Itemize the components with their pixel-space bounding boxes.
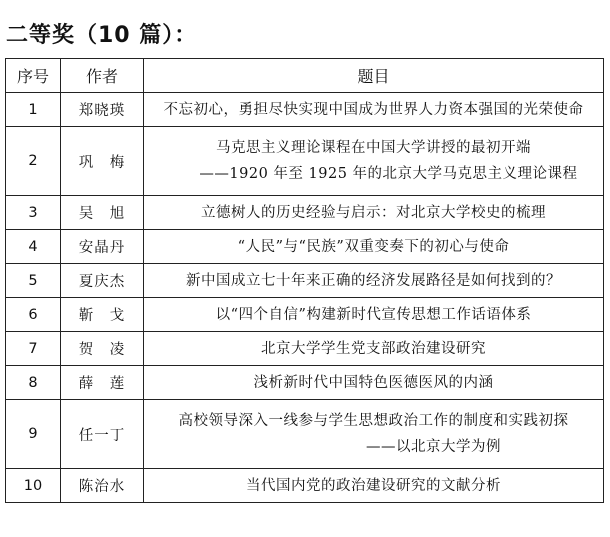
row-title — [144, 332, 604, 366]
row-index: 2 — [6, 127, 61, 196]
table-row — [6, 230, 604, 264]
row-title — [144, 400, 604, 469]
row-index: 10 — [6, 469, 61, 503]
row-author: 夏庆杰 — [61, 264, 144, 298]
row-title — [144, 93, 604, 127]
header-title: 题目 — [144, 59, 604, 93]
row-title-line: 高校领导深入一线参与学生思想政治工作的制度和实践初探 — [178, 413, 569, 429]
row-title-line: 立德树人的历史经验与启示：对北京大学校史的梳理 — [201, 204, 546, 221]
row-index: 7 — [6, 332, 61, 366]
row-title — [144, 127, 604, 196]
row-title — [144, 230, 604, 264]
row-index: 5 — [6, 264, 61, 298]
row-title-line: 浅析新时代中国特色医德医风的内涵 — [253, 374, 494, 391]
table-row — [6, 400, 604, 469]
row-author: 吴 旭 — [61, 196, 144, 230]
row-title — [144, 196, 604, 230]
row-subtitle-line: ——1920 年至 1925 年的北京大学马克思主义理论课程 — [199, 166, 578, 182]
row-author: 陈治水 — [61, 469, 144, 503]
row-title — [144, 264, 604, 298]
row-index: 9 — [6, 400, 61, 469]
row-author: 安晶丹 — [61, 230, 144, 264]
row-title-line: 北京大学学生党支部政治建设研究 — [261, 340, 486, 357]
table-row — [6, 469, 604, 503]
row-title — [144, 366, 604, 400]
table-row — [6, 93, 604, 127]
row-index: 1 — [6, 93, 61, 127]
table-row — [6, 264, 604, 298]
section-heading: 二等奖（10 篇）： — [6, 23, 198, 48]
table-row — [6, 332, 604, 366]
table-row — [6, 298, 604, 332]
row-title-line: 当代国内党的政治建设研究的文献分析 — [246, 477, 501, 494]
row-author: 郑晓瑛 — [61, 93, 144, 127]
row-author: 薛 莲 — [61, 366, 144, 400]
row-title — [144, 298, 604, 332]
row-index: 6 — [6, 298, 61, 332]
row-author: 巩 梅 — [61, 127, 144, 196]
row-index: 3 — [6, 196, 61, 230]
table-row — [6, 196, 604, 230]
row-title-line: “人民”与“民族”双重变奏下的初心与使命 — [237, 238, 510, 255]
row-title-line: 以“四个自信”构建新时代宣传思想工作话语体系 — [215, 306, 532, 323]
row-index: 8 — [6, 366, 61, 400]
table-row — [6, 127, 604, 196]
row-author: 贺 凌 — [61, 332, 144, 366]
row-subtitle-line: ——以北京大学为例 — [366, 439, 501, 455]
row-title-line: 马克思主义理论课程在中国大学讲授的最初开端 — [216, 140, 531, 156]
row-title — [144, 469, 604, 503]
row-author: 任一丁 — [61, 400, 144, 469]
row-title-line: 不忘初心，勇担尽快实现中国成为世界人力资本强国的光荣使命 — [163, 101, 584, 118]
awards-table — [5, 58, 604, 503]
row-title-line: 新中国成立七十年来正确的经济发展路径是如何找到的？ — [186, 272, 561, 289]
header-index: 序号 — [6, 59, 61, 93]
row-author: 靳 戈 — [61, 298, 144, 332]
header-author: 作者 — [61, 59, 144, 93]
table-header-row — [6, 59, 604, 93]
table-row — [6, 366, 604, 400]
row-index: 4 — [6, 230, 61, 264]
